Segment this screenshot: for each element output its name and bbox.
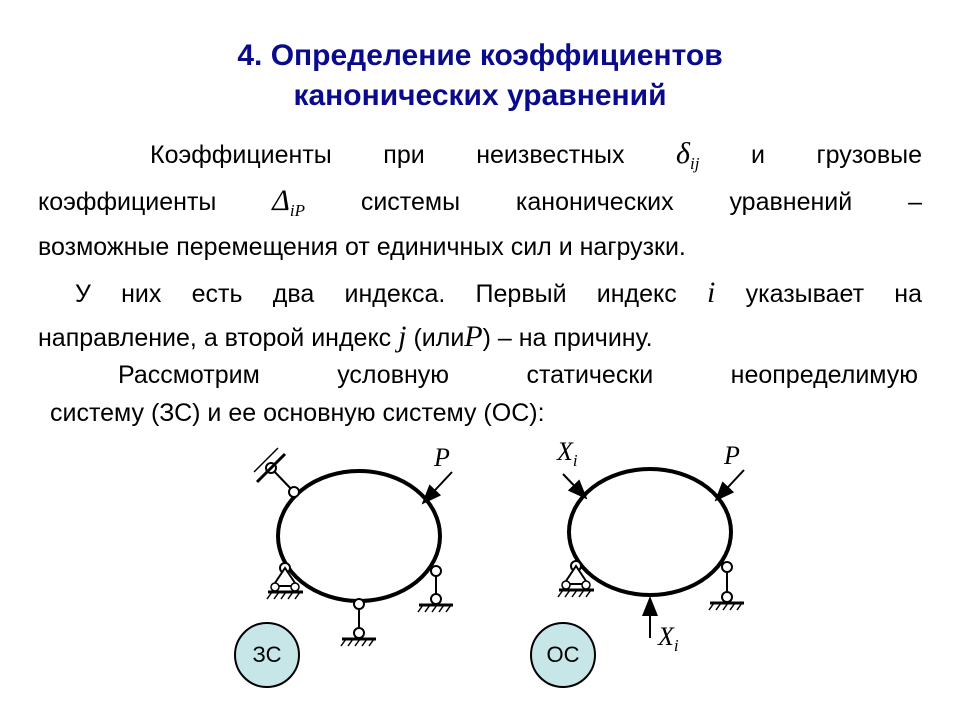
text-fragment: коэффициенты — [38, 188, 217, 216]
text-fragment: направление, а второй индекс — [38, 324, 392, 352]
right-xi-bottom-label: $X_i$ — [658, 622, 679, 655]
text-fragment: и грузовые — [751, 141, 922, 169]
delta-ij-symbol: $\delta_{ij}$ — [676, 137, 700, 173]
left-system-diagram — [254, 443, 453, 646]
right-load-arrow — [716, 470, 744, 500]
text-fragment: ) – на причину. — [482, 324, 653, 352]
j-symbol: j — [398, 320, 407, 353]
left-inclined-support — [254, 448, 299, 497]
right-system-diagram — [556, 437, 744, 655]
text-fragment: Коэффициенты при неизвестных — [150, 141, 625, 169]
zs-badge: ЗС — [234, 622, 300, 688]
Delta-iP-symbol: $\Delta_{iP}$ — [272, 184, 305, 220]
text-fragment: У них есть два индекса. Первый индекс — [75, 280, 677, 308]
left-load-label: P — [434, 443, 450, 472]
paragraph-1-line-3: возможные перемещения от единичных сил и нагрузки. — [38, 233, 686, 261]
title-line-2: канонических уравнений — [293, 79, 667, 112]
right-xi-top-label: $X_i$ — [557, 437, 578, 470]
paragraph-3-line-2: систему (ЗС) и ее основную систему (ОС): — [50, 399, 545, 427]
text-fragment: (или — [413, 324, 465, 352]
left-load-arrow — [423, 472, 452, 503]
i-symbol: i — [707, 276, 716, 309]
right-load-label: P — [724, 441, 740, 470]
right-xi-top-arrow — [563, 474, 586, 498]
left-ring — [278, 471, 440, 601]
title-line-1: 4. Определение коэффициентов — [237, 39, 723, 72]
text-fragment: указывает на — [745, 280, 923, 308]
right-ring — [569, 469, 731, 595]
left-bottom-rod-support — [341, 599, 376, 646]
text-fragment: системы канонических уравнений – — [360, 188, 922, 216]
paragraph-3-line-1: Рассмотрим условную статически неопределимую — [118, 361, 918, 389]
os-badge: ОС — [530, 622, 596, 688]
right-pin-support — [558, 561, 594, 597]
P-symbol: P — [464, 320, 483, 353]
